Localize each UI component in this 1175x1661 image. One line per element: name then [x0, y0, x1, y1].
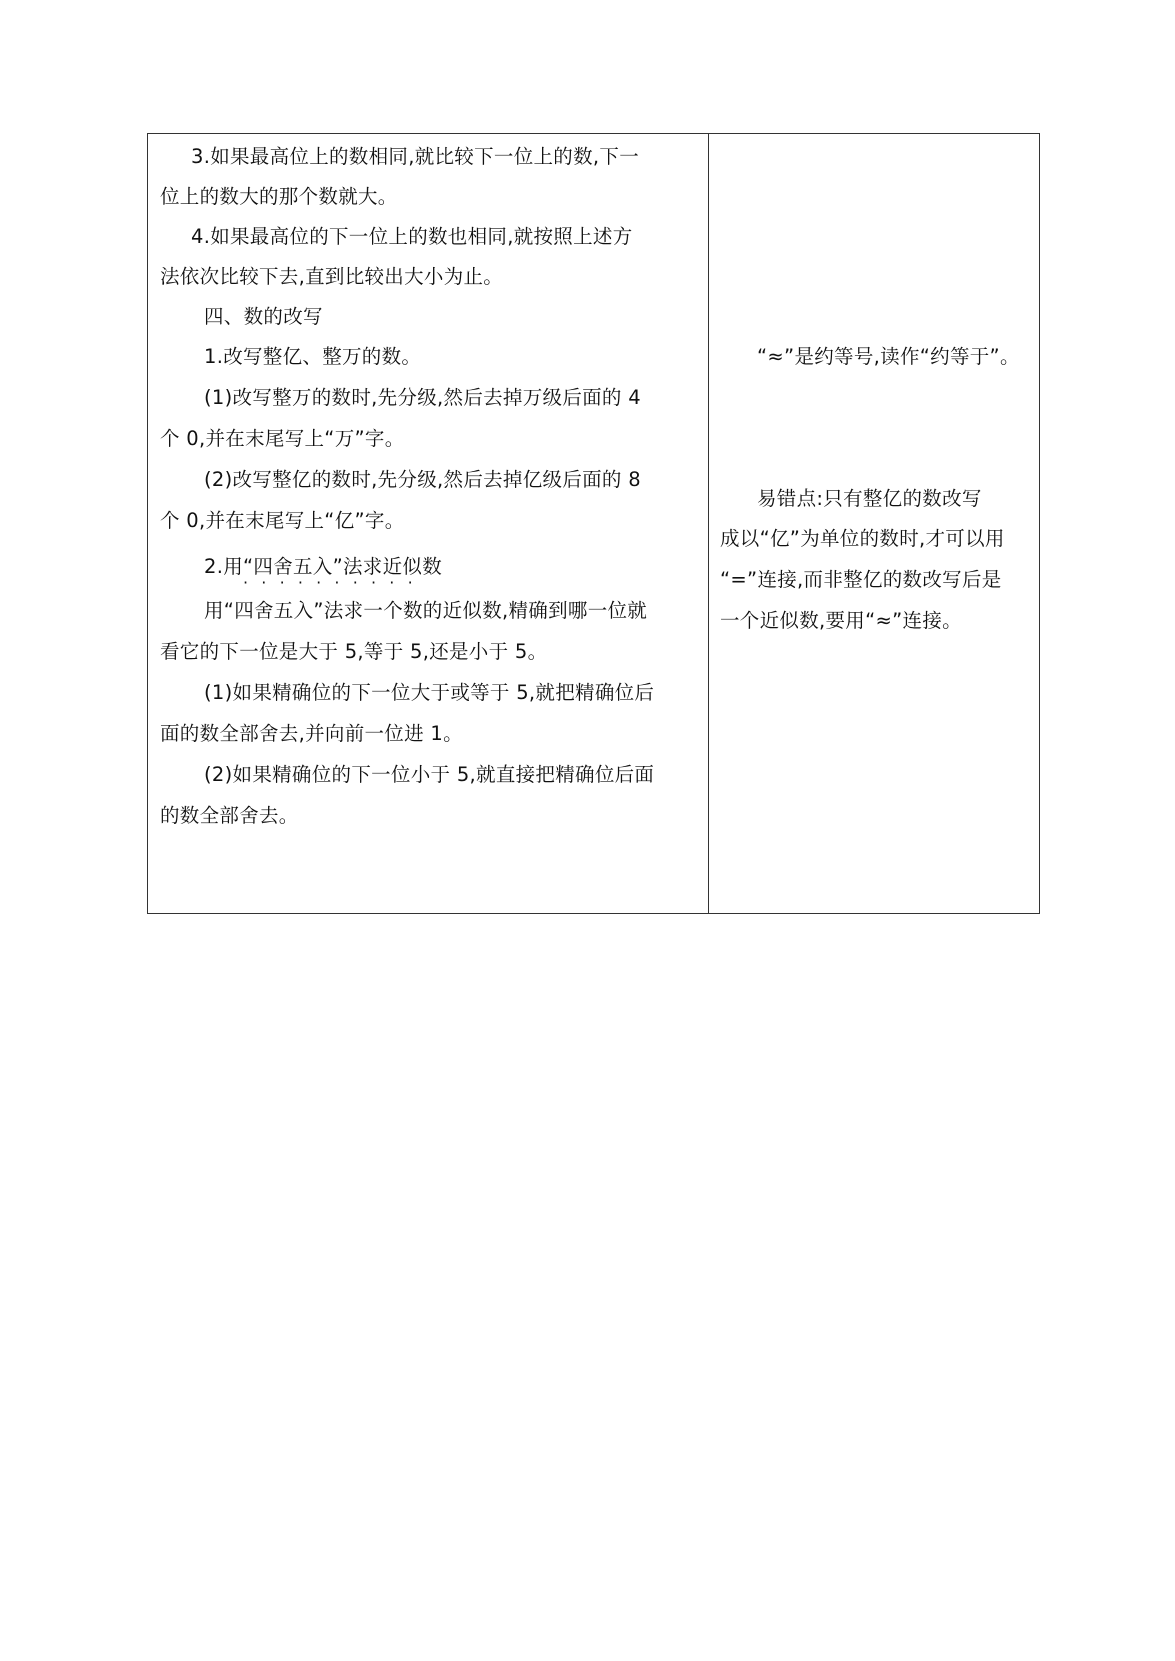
text-line: 面的数全部舍去,并向前一位进 1。: [160, 722, 463, 745]
text-line: 4.如果最高位的下一位上的数也相同,就按照上述方: [191, 225, 633, 248]
text-line: 个 0,并在末尾写上“万”字。: [160, 427, 405, 450]
note-approx-symbol: “≈”是约等号,读作“约等于”。: [757, 345, 1020, 368]
text-line: 用“四舍五入”法求一个数的近似数,精确到哪一位就: [204, 599, 648, 622]
subsection-heading: 2.用“四舍五入”法求近似数: [204, 555, 443, 578]
notes-table: [147, 133, 1040, 914]
text-line: 看它的下一位是大于 5,等于 5,还是小于 5。: [160, 640, 548, 663]
text-line: (1)改写整万的数时,先分级,然后去掉万级后面的 4: [204, 386, 641, 409]
text-line: 3.如果最高位上的数相同,就比较下一位上的数,下一: [191, 145, 640, 168]
section-heading: 四、数的改写: [204, 305, 323, 328]
text-line: 法依次比较下去,直到比较出大小为止。: [160, 265, 504, 288]
text-line: (2)改写整亿的数时,先分级,然后去掉亿级后面的 8: [204, 468, 641, 491]
note-common-mistake: 易错点:只有整亿的数改写: [757, 487, 982, 510]
emphasis-dots: ··········: [243, 573, 426, 592]
subsection-heading: 1.改写整亿、整万的数。: [204, 345, 422, 368]
main-content-column: [148, 134, 709, 913]
text-line: 个 0,并在末尾写上“亿”字。: [160, 509, 405, 532]
text-line: (1)如果精确位的下一位大于或等于 5,就把精确位后: [204, 681, 655, 704]
text-line: “=”连接,而非整亿的数改写后是: [720, 568, 1002, 591]
text-line: 一个近似数,要用“≈”连接。: [720, 609, 962, 632]
text-line: 的数全部舍去。: [160, 804, 299, 827]
text-line: 位上的数大的那个数就大。: [160, 185, 398, 208]
text-line: 成以“亿”为单位的数时,才可以用: [720, 527, 1005, 550]
side-notes-column: [709, 134, 1039, 913]
text-line: (2)如果精确位的下一位小于 5,就直接把精确位后面: [204, 763, 655, 786]
